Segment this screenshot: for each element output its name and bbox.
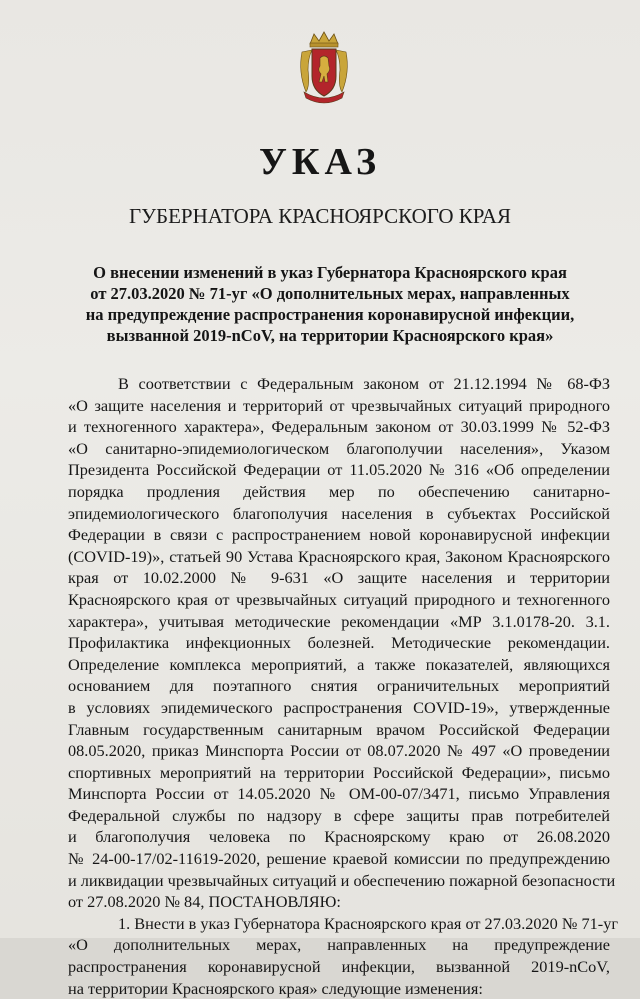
decree-heading [70, 262, 590, 346]
body-line: и благополучия человека по Красноярскому краю от 26.08.2020 [68, 827, 610, 847]
body-line: характера», учитывая методические рекомендации «МР 3.1.0178-20. 3.1. [68, 611, 610, 631]
item-line: распространения коронавирусной инфекции, вызванной 2019-nCoV, [68, 957, 610, 977]
body-line: Определение комплекса мероприятий, а также показателей, являющихся [68, 654, 610, 674]
body-line: Главным государственным санитарным врачом Российской Федерации [68, 719, 610, 739]
body-line: спортивных мероприятий на территории Российской Федерации», письмо [68, 762, 610, 782]
body-line: края от 10.02.2000 № 9-631 «О защите населения и территории [68, 568, 610, 588]
heading-line: вызванной 2019-nCoV, на территории Красноярского края» [106, 326, 554, 345]
body-line: в условиях эпидемического распространения COVID-19», утвержденные [68, 697, 610, 717]
body-line: «О санитарно-эпидемиологическом благополучии населения», Указом [68, 438, 610, 458]
body-line: и ликвидации чрезвычайных ситуаций и обеспечению пожарной безопасности [68, 870, 616, 890]
body-line: «О защите населения и территорий от чрезвычайных ситуаций природного [68, 395, 610, 415]
item-line: на территории Красноярского края» следующие изменения: [68, 978, 483, 998]
document-title: УКАЗ [259, 141, 381, 183]
body-line: В соответствии с Федеральным законом от 21.12.1994 № 68-ФЗ [118, 374, 610, 393]
decree-body [68, 373, 619, 999]
body-line: Красноярского края от чрезвычайных ситуаций природного и техногенного [68, 589, 610, 609]
heading-line: О внесении изменений в указ Губернатора Красноярского края [93, 263, 567, 282]
body-line: основанием для поэтапного снятия ограничительных мероприятий [68, 676, 610, 696]
heading-line: на предупреждение распространения коронавирусной инфекции, [85, 305, 575, 324]
coat-of-arms-icon [296, 30, 352, 108]
item-line: 1. Внести в указ Губернатора Красноярского края от 27.03.2020 № 71-уг [118, 913, 619, 933]
body-line: эпидемиологического благополучия населения в субъектах Российской [68, 503, 610, 523]
body-line: (COVID-19)», статьей 90 Устава Красноярского края, Законом Красноярского [68, 546, 610, 566]
body-line: Профилактика инфекционных болезней. Методические рекомендации. [68, 633, 610, 653]
body-line: порядка продления действия мер по обеспечению санитарно- [68, 481, 610, 501]
body-line: от 27.08.2020 № 84, ПОСТАНОВЛЯЮ: [68, 892, 341, 912]
body-line: Федерации в связи с распространением новой коронавирусной инфекции [68, 525, 610, 545]
body-line: и техногенного характера», Федеральным законом от 30.03.1999 № 52-ФЗ [68, 417, 610, 437]
body-line: Федеральной службы по надзору в сфере защиты прав потребителей [68, 805, 610, 825]
item-line: «О дополнительных мерах, направленных на предупреждение [68, 935, 610, 955]
body-line: Минспорта России от 14.05.2020 № ОМ-00-07/3471, письмо Управления [68, 784, 610, 804]
body-line: № 24-00-17/02-11619-2020, решение краевой комиссии по предупреждению [68, 849, 610, 869]
body-line: Президента Российской Федерации от 11.05.2020 № 316 «Об определении [68, 460, 610, 480]
heading-line: от 27.03.2020 № 71-уг «О дополнительных мерах, направленных [90, 284, 570, 303]
body-line: 08.05.2020, приказ Минспорта России от 08.07.2020 № 497 «О проведении [68, 741, 610, 761]
document-subtitle: ГУБЕРНАТОРА КРАСНОЯРСКОГО КРАЯ [129, 204, 511, 228]
